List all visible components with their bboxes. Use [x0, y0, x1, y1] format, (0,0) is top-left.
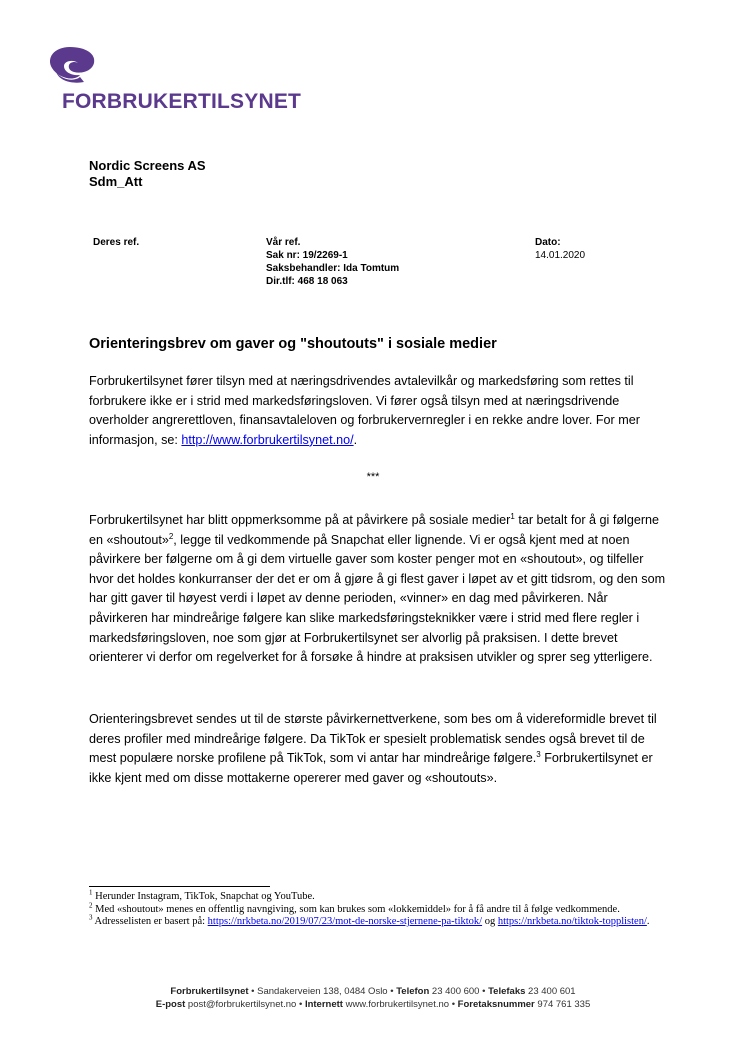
our-ref-label: Vår ref. [266, 237, 301, 248]
footnote-3-end: . [646, 916, 650, 927]
footnotes [89, 888, 669, 929]
paragraph-distribution-text-b: Forbrukertilsynet er ikke kjent med om disse mottakerne opererer med gaver og «shoutouts». [89, 751, 653, 785]
footer-line-1 [0, 985, 746, 998]
footer-orgnr: 974 761 335 [534, 999, 591, 1010]
paragraph-distribution [89, 710, 669, 788]
recipient-block [89, 158, 206, 190]
case-number: Sak nr: 19/2269-1 [266, 250, 348, 261]
footer-org: Forbrukertilsynet [170, 986, 249, 997]
paragraph-distribution-text-a: Orienteringsbrevet sendes ut til de største påvirkernettverkene, som bes om å videreformidle brevet til deres profiler med mindreårige følgere. Da TikTok er spesielt problematisk sendes også brevet til de mest populære norske profilene på TikTok, som vi antar har mindreårige følgere. [89, 712, 657, 766]
direct-phone: Dir.tlf: 468 18 063 [266, 276, 348, 287]
footnote-ref-3: 3 [536, 750, 541, 759]
letter-title: Orienteringsbrev om gaver og "shoutouts" i sosiale medier [89, 336, 497, 352]
footer-email-label: E-post [155, 999, 186, 1010]
footer-web: www.forbrukertilsynet.no • [342, 999, 458, 1010]
footnote-3-number: 3 [89, 913, 93, 922]
our-ref [266, 236, 399, 288]
footnote-1-text: Herunder Instagram, TikTok, Snapchat og YouTube. [92, 891, 315, 902]
paragraph-background [89, 511, 669, 668]
page-footer [0, 985, 746, 1011]
footer-web-label: Internett [304, 999, 343, 1010]
paragraph-intro-text: Forbrukertilsynet fører tilsyn med at næringsdrivendes avtalevilkår og markedsføring som rettes til forbrukere ikke er i strid med markedsføringsloven. Vi fører også tilsyn med at næringsdrivende overholder angrerettloven, finansavtaleloven og forbrukervernregler i en rekke andre lover. For mer informasjon, se: [89, 374, 640, 447]
footnote-3-conjunction: og [482, 916, 498, 927]
footnote-2-text: Med «shoutout» menes en offentlig navngiving, som kan brukes som «lokkemiddel» for å få andre til å følge vedkommende. [92, 903, 620, 915]
paragraph-intro-end: . [353, 432, 358, 447]
paragraph-intro [89, 372, 669, 450]
paragraph-background-text-b: tar betalt for å gi følgerne en «shoutout» [89, 513, 660, 547]
date-value: 14.01.2020 [535, 250, 586, 261]
date-label: Dato: [535, 237, 561, 248]
footnote-link-tiktok-list[interactable]: https://nrkbeta.no/tiktok-topplisten/ [497, 916, 647, 927]
footer-fax-label: Telefaks [488, 986, 526, 997]
section-separator: *** [366, 471, 380, 483]
logo-mark [44, 44, 100, 89]
footer-fax: 23 400 601 [525, 986, 576, 997]
footer-tel-label: Telefon [396, 986, 430, 997]
footer-email: post@forbrukertilsynet.no • [185, 999, 305, 1010]
footer-line-2 [0, 998, 746, 1011]
website-link[interactable]: http://www.forbrukertilsynet.no/ [181, 432, 354, 447]
paragraph-background-text-a: Forbrukertilsynet har blitt oppmerksomme på at påvirkere på sosiale medier [89, 513, 511, 527]
footnote-2 [89, 901, 669, 917]
footnote-divider [89, 886, 270, 887]
footer-address: • Sandakerveien 138, 0484 Oslo • [248, 986, 397, 997]
logo-text: FORBRUKERTILSYNET [62, 90, 302, 113]
footnote-ref-2: 2 [168, 531, 174, 541]
footnote-link-tiktok-stars[interactable]: https://nrkbeta.no/2019/07/23/mot-de-norske-stjernene-pa-tiktok/ [207, 916, 483, 927]
footer-tel: 23 400 600 • [429, 986, 489, 997]
footnote-3-text: Adresselisten er basert på: [92, 916, 208, 927]
paragraph-background-text-c: , legge til vedkommende på Snapchat eller lignende. Vi er også kjent med at noen påvirkere ber følgerne om å gi dem virtuelle gaver som koster penger mot en «shoutout», og tilfeller hvor det holdes konkurranser der det er om å gjøre å gi flest gaver i løpet av et gitt tidsrom, og den som har gitt gaver til høyest verdi i løpet av denne perioden, «vinner» en dag med påvirkeren. Når påvirkeren har mindreårige følgere kan slike markedsføringsteknikker være i strid med flere regler i markedsføringsloven, noe som gjør at Forbrukertilsynet ser alvorlig på praksisen. I dette brevet orienterer vi derfor om regelverket for å forsøke å hindre at praksisen utvikler og sprer seg ytterligere. [89, 532, 666, 665]
date-block [535, 236, 585, 262]
footnote-ref-1: 1 [510, 511, 515, 521]
their-ref-label: Deres ref. [93, 237, 140, 248]
footnote-1-number: 1 [89, 888, 93, 897]
recipient-name: Nordic Screens AS [89, 158, 206, 173]
footnote-3 [89, 913, 669, 929]
footnote-2-number: 2 [89, 901, 93, 909]
recipient-attention: Sdm_Att [89, 174, 143, 189]
footnote-1 [89, 888, 669, 904]
case-officer: Saksbehandler: Ida Tomtum [266, 263, 400, 274]
their-ref [93, 236, 139, 249]
footer-orgnr-label: Foretaksnummer [457, 999, 535, 1010]
